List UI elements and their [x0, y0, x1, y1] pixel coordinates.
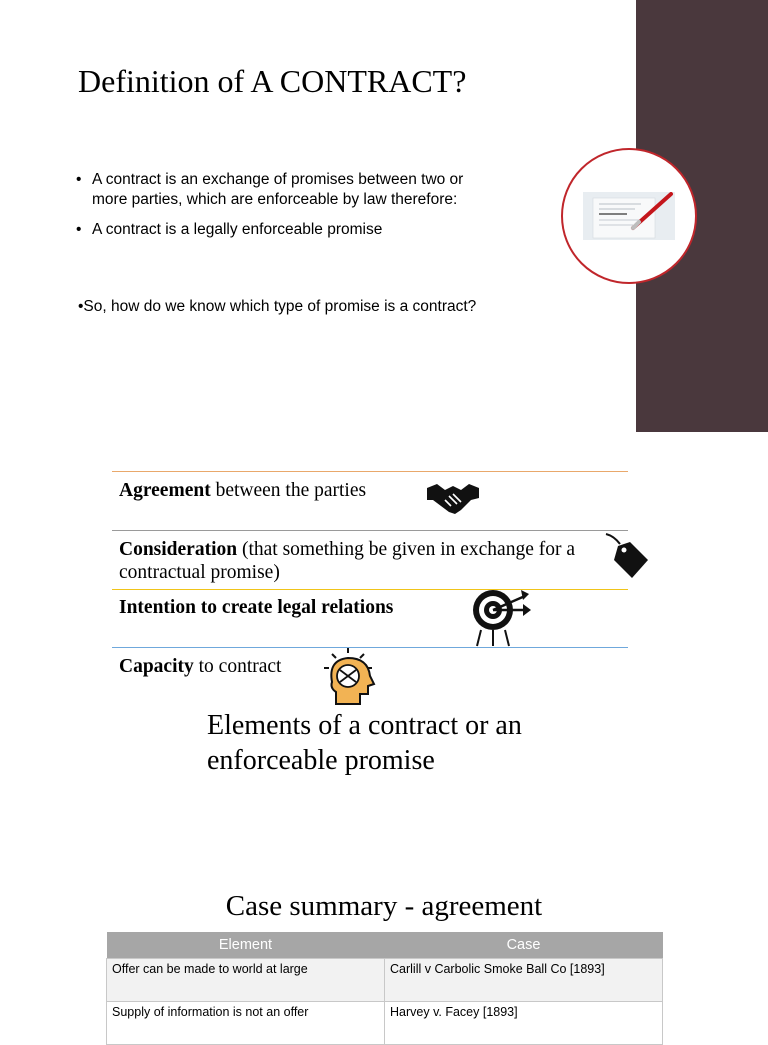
column-header: Case — [385, 932, 663, 959]
element-row-agreement — [119, 479, 366, 502]
column-header: Element — [107, 932, 385, 959]
contract-document-icon — [583, 192, 675, 240]
table-cell: Offer can be made to world at large — [107, 959, 385, 1002]
bullet-marker: • — [76, 171, 82, 188]
element-rest: to contract — [193, 656, 282, 677]
element-rest: (that something be given in exchange for a contractual promise) — [119, 539, 575, 583]
question-text: •So, how do we know which type of promise is a contract? — [78, 298, 477, 315]
element-bold: Consideration — [119, 539, 238, 560]
element-row-capacity — [119, 655, 281, 678]
bullet-list — [76, 170, 466, 250]
element-bold: Intention to create legal relations — [119, 597, 394, 618]
page-title: Definition of A CONTRACT? — [78, 63, 467, 99]
table-row — [107, 1002, 663, 1045]
table-cell: Harvey v. Facey [1893] — [385, 1002, 663, 1045]
head-brain-icon — [318, 646, 380, 711]
case-table — [106, 932, 663, 1045]
divider-line — [112, 589, 628, 590]
target-arrows-icon — [467, 586, 531, 653]
element-bold: Agreement — [119, 480, 211, 501]
list-item — [76, 220, 466, 240]
divider-line — [112, 471, 628, 472]
price-tag-icon — [602, 532, 652, 587]
element-row-intention — [119, 596, 393, 619]
elements-caption: Elements of a contract or an enforceable promise — [207, 710, 522, 776]
table-cell: Carlill v Carbolic Smoke Ball Co [1893] — [385, 959, 663, 1002]
case-summary-title: Case summary - agreement — [225, 890, 543, 922]
bullet-text: A contract is a legally enforceable promise — [92, 221, 383, 238]
element-rest: between the parties — [210, 480, 367, 501]
bullet-marker: • — [76, 221, 82, 238]
element-row-consideration — [119, 538, 604, 584]
handshake-icon — [425, 478, 481, 523]
contract-photo-frame — [561, 148, 697, 284]
element-bold: Capacity — [119, 656, 194, 677]
list-item — [76, 170, 466, 210]
bullet-text: A contract is an exchange of promises between two or more parties, which are enforceable by law therefore: — [92, 171, 464, 208]
table-cell: Supply of information is not an offer — [107, 1002, 385, 1045]
table-row — [107, 959, 663, 1002]
divider-line — [112, 530, 628, 531]
